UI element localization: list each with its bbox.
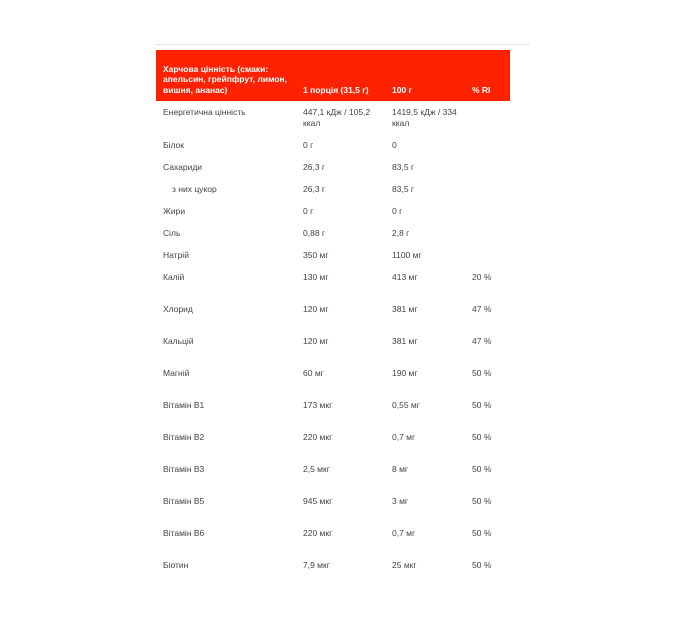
per-100g-value: 2,8 г [392,228,410,238]
table-row [156,244,510,266]
per-100g-value: 83,5 г [392,162,415,172]
nutrient-name: Вітамін В1 [163,400,205,410]
per-100g-value: 190 мг [392,368,418,378]
per-serving-value: 26,3 г [303,184,326,194]
per-serving-value: 2,5 мкг [303,464,330,474]
ri-value: 47 % [472,336,492,346]
ri-value [467,244,510,266]
per-serving-value: 220 мкг [303,432,333,442]
nutrient-name: Енергетична цінність [163,107,246,117]
table-row [156,156,510,178]
table-row [156,330,510,362]
nutrient-name: Вітамін В5 [163,496,205,506]
per-serving-value: 447,1 кДж / 105,2 ккал [303,107,371,128]
per-100g-value: 1419,5 кДж / 334 ккал [392,107,457,128]
ri-value [467,178,510,200]
per-100g-value: 0 г [392,206,403,216]
table-row [156,266,510,298]
ri-value: 50 % [472,528,492,538]
nutrient-name: Натрій [163,250,189,260]
nutrient-name: Білок [163,140,184,150]
table-row [156,362,510,394]
table-row [156,394,510,426]
per-serving-value: 0,88 г [303,228,326,238]
table-row [156,178,510,200]
per-serving-value: 220 мкг [303,528,333,538]
nutrient-name: Жири [163,206,186,216]
nutrient-name: Сахариди [163,162,203,172]
header-ri: % RI [467,50,510,101]
per-serving-value: 173 мкг [303,400,333,410]
per-serving-value: 0 г [303,140,314,150]
per-serving-value: 0 г [303,206,314,216]
per-100g-value: 0 [392,140,397,150]
ri-value: 50 % [472,400,492,410]
table-row [156,426,510,458]
table-row [156,200,510,222]
table-row [156,101,510,134]
per-100g-value: 413 мг [392,272,418,282]
per-100g-value: 83,5 г [392,184,415,194]
per-serving-value: 7,9 мкг [303,560,330,570]
ri-value: 50 % [472,464,492,474]
ri-value [467,156,510,178]
per-serving-value: 350 мг [303,250,329,260]
ri-value: 50 % [472,496,492,506]
nutrient-name: Сіль [163,228,181,238]
table-row [156,134,510,156]
header-per-serving: 1 порція (31,5 г) [298,50,387,101]
nutrient-name: Вітамін В6 [163,528,205,538]
per-serving-value: 120 мг [303,336,329,346]
per-100g-value: 25 мкг [392,560,417,570]
per-100g-value: 0,7 мг [392,432,416,442]
ri-value [467,101,510,134]
ri-value: 20 % [472,272,492,282]
ri-value [467,200,510,222]
nutrient-name: Хлорид [163,304,193,314]
table-row [156,490,510,522]
per-serving-value: 130 мг [303,272,329,282]
ri-value: 50 % [472,368,492,378]
nutrition-table [156,50,510,586]
per-serving-value: 60 мг [303,368,324,378]
table-row [156,554,510,586]
per-100g-value: 0,7 мг [392,528,416,538]
ri-value [467,134,510,156]
header-row [156,50,510,101]
ri-value: 50 % [472,560,492,570]
per-100g-value: 381 мг [392,336,418,346]
per-100g-value: 3 мг [392,496,409,506]
nutrient-name: Вітамін В3 [163,464,205,474]
nutrient-name: Вітамін В2 [163,432,205,442]
nutrition-table-header [156,50,510,101]
table-row [156,458,510,490]
per-100g-value: 0,55 мг [392,400,420,410]
nutrient-name: Біотин [163,560,189,570]
per-serving-value: 945 мкг [303,496,333,506]
header-nutrient: Харчова цінність (смаки: апельсин, грейпфрут, лимон, вишня, ананас) [156,50,298,101]
nutrition-table-body [156,101,510,586]
table-row [156,298,510,330]
per-serving-value: 26,3 г [303,162,326,172]
table-row [156,222,510,244]
per-100g-value: 381 мг [392,304,418,314]
top-divider [156,44,530,45]
header-per-100g: 100 г [387,50,467,101]
ri-value [467,222,510,244]
per-100g-value: 8 мг [392,464,409,474]
nutrient-name: Калій [163,272,185,282]
ri-value: 47 % [472,304,492,314]
table-row [156,522,510,554]
per-serving-value: 120 мг [303,304,329,314]
nutrient-name: з них цукор [172,184,217,194]
nutrient-name: Магній [163,368,190,378]
per-100g-value: 1100 мг [392,250,422,260]
nutrient-name: Кальцій [163,336,194,346]
ri-value: 50 % [472,432,492,442]
